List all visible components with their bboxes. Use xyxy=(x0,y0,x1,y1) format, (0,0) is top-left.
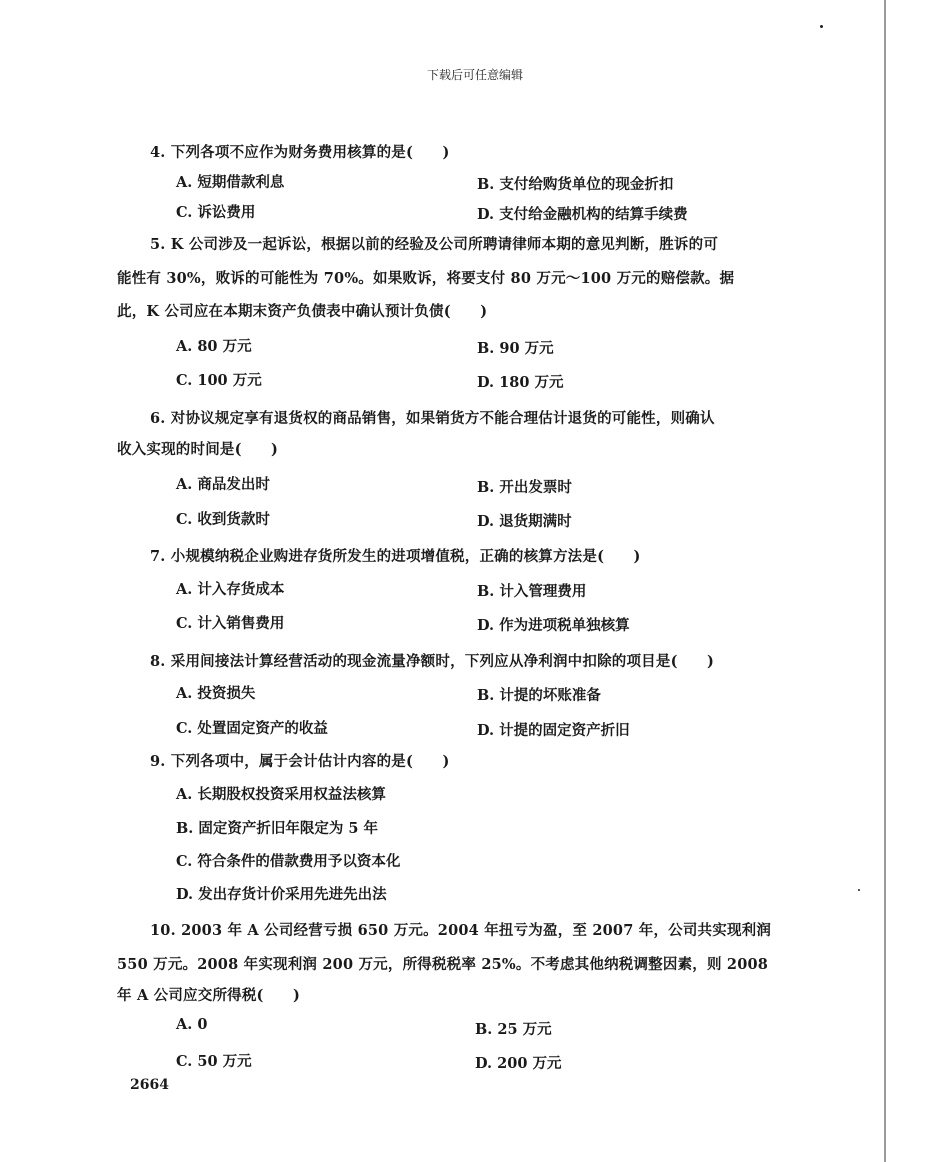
question-8-stem: 8. 采用间接法计算经营活动的现金流量净额时，下列应从净利润中扣除的项目是( ) xyxy=(150,653,715,670)
question-9-option-d: D. 发出存货计价采用先进先出法 xyxy=(176,886,387,903)
question-6-stem-line-2: 收入实现的时间是( ) xyxy=(117,441,279,458)
question-9-option-a: A. 长期股权投资采用权益法核算 xyxy=(176,786,386,803)
question-4-option-a: A. 短期借款利息 xyxy=(176,174,285,191)
question-7-option-b: B. 计入管理费用 xyxy=(477,583,587,600)
question-5-stem-line-3: 此，K 公司应在本期末资产负债表中确认预计负债( ) xyxy=(117,303,488,320)
question-9-option-c: C. 符合条件的借款费用予以资本化 xyxy=(176,853,401,870)
question-6-option-c: C. 收到货款时 xyxy=(176,511,270,528)
question-5-option-d: D. 180 万元 xyxy=(477,374,564,391)
question-6-stem-line-1: 6. 对协议规定享有退货权的商品销售，如果销货方不能合理估计退货的可能性，则确认 xyxy=(150,410,715,427)
header-note: 下载后可任意编辑 xyxy=(426,68,523,82)
question-10-option-c: C. 50 万元 xyxy=(176,1053,252,1070)
question-9-option-b: B. 固定资产折旧年限定为 5 年 xyxy=(176,820,379,837)
question-6-option-b: B. 开出发票时 xyxy=(477,479,572,496)
question-5-option-c: C. 100 万元 xyxy=(176,372,262,389)
question-8-option-b: B. 计提的坏账准备 xyxy=(477,687,601,704)
question-5-stem-line-1: 5. K 公司涉及一起诉讼，根据以前的经验及公司所聘请律师本期的意见判断，胜诉的可 xyxy=(150,236,719,253)
question-9-stem: 9. 下列各项中，属于会计估计内容的是( ) xyxy=(150,753,450,770)
question-4-option-b: B. 支付给购货单位的现金折扣 xyxy=(477,176,674,193)
question-10-option-d: D. 200 万元 xyxy=(475,1055,562,1072)
question-8-option-a: A. 投资损失 xyxy=(176,685,256,702)
scan-speck xyxy=(858,889,860,891)
question-7-option-c: C. 计入销售费用 xyxy=(176,615,285,632)
question-8-option-d: D. 计提的固定资产折旧 xyxy=(477,722,630,739)
question-10-stem-line-3: 年 A 公司应交所得税( ) xyxy=(117,987,301,1004)
scan-margin xyxy=(887,0,950,1162)
question-10-stem-line-2: 550 万元。2008 年实现利润 200 万元，所得税税率 25%。不考虑其他纳税调整因素，则 2008 xyxy=(117,956,769,973)
page-number: 2664 xyxy=(130,1077,169,1093)
question-4-stem: 4. 下列各项不应作为财务费用核算的是( ) xyxy=(150,144,450,161)
scan-edge-line xyxy=(884,0,886,1162)
question-5-stem-line-2: 能性有 30%，败诉的可能性为 70%。如果败诉，将要支付 80 万元～100 万元的赔偿款。据 xyxy=(117,270,735,287)
question-4-option-d: D. 支付给金融机构的结算手续费 xyxy=(477,206,688,223)
question-8-option-c: C. 处置固定资产的收益 xyxy=(176,720,328,737)
question-5-option-b: B. 90 万元 xyxy=(477,340,554,357)
question-10-option-b: B. 25 万元 xyxy=(475,1021,552,1038)
question-5-option-a: A. 80 万元 xyxy=(176,338,252,355)
question-6-option-d: D. 退货期满时 xyxy=(477,513,572,530)
question-10-option-a: A. 0 xyxy=(176,1016,208,1033)
question-7-option-a: A. 计入存货成本 xyxy=(176,581,285,598)
scan-speck xyxy=(820,25,823,28)
question-7-stem: 7. 小规模纳税企业购进存货所发生的进项增值税，正确的核算方法是( ) xyxy=(150,548,641,565)
question-6-option-a: A. 商品发出时 xyxy=(176,476,270,493)
question-10-stem-line-1: 10. 2003 年 A 公司经营亏损 650 万元。2004 年扭亏为盈，至 2007 年，公司共实现利润 xyxy=(150,922,772,939)
question-4-option-c: C. 诉讼费用 xyxy=(176,204,256,221)
question-7-option-d: D. 作为进项税单独核算 xyxy=(477,617,630,634)
